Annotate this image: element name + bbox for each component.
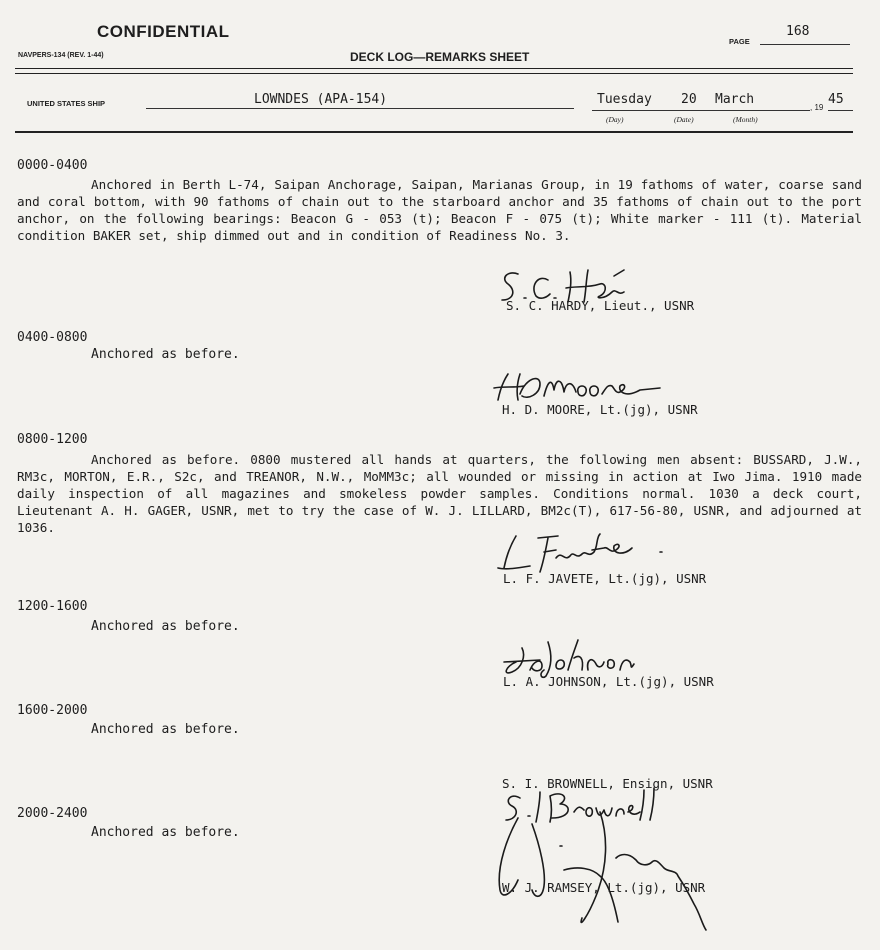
watch-period: 1200-1600 xyxy=(17,599,88,614)
watch-period: 2000-2400 xyxy=(17,806,88,821)
officer-signature-block: S. C. HARDY, Lieut., USNR xyxy=(506,298,695,313)
remarks-text: Anchored as before. xyxy=(91,347,240,362)
log-month: March xyxy=(715,92,755,107)
ship-name-line xyxy=(146,108,574,109)
header-rule-ship xyxy=(15,131,853,133)
caption-date: (Date) xyxy=(674,115,694,124)
ship-label: UNITED STATES SHIP xyxy=(27,99,106,108)
watch-period: 1600-2000 xyxy=(17,703,88,718)
watch-period: 0400-0800 xyxy=(17,330,88,345)
log-year: 45 xyxy=(828,92,844,107)
remarks-text: Anchored in Berth L-74, Saipan Anchorage, Saipan, Marianas Group, in 19 fathoms of water, coarse sand and coral bottom, with 90 fathoms of chain out to the starboard anchor and 35 fathoms of chain out to the port anchor, on the following bearings: Beacon G - 053 (t); Beacon F - 075 (t); White marker - 111 (t). Material condition BAKER set, ship dimmed out and in condition of Readiness No. 3. xyxy=(17,177,862,243)
year-line xyxy=(828,110,853,111)
classification-label: CONFIDENTIAL xyxy=(97,22,230,41)
log-day: Tuesday xyxy=(597,92,652,107)
signature-ramsey xyxy=(488,806,716,934)
watch-period: 0000-0400 xyxy=(17,158,88,173)
officer-signature-block: H. D. MOORE, Lt.(jg), USNR xyxy=(502,402,698,417)
caption-month: (Month) xyxy=(733,115,758,124)
date-line xyxy=(592,110,810,111)
signature-moore xyxy=(490,370,670,406)
remarks-text: Anchored as before. xyxy=(91,825,240,840)
page-number: 168 xyxy=(786,24,810,39)
caption-day: (Day) xyxy=(606,115,624,124)
header-rule-bottom xyxy=(15,73,853,74)
officer-signature-block: W. J. RAMSEY, Lt.(jg), USNR xyxy=(502,880,706,895)
sheet-title: DECK LOG—REMARKS SHEET xyxy=(350,50,530,64)
officer-signature-block: L. F. JAVETE, Lt.(jg), USNR xyxy=(503,571,707,586)
header-rule-top xyxy=(15,68,853,69)
officer-signature-block: L. A. JOHNSON, Lt.(jg), USNR xyxy=(503,674,714,689)
remarks-text: Anchored as before. 0800 mustered all hands at quarters, the following men absent: BUSSARD, J.W., RM3c, MORTON, E.R., S2c, and TREANOR, N.W., MoMM3c; all wounded or missing in action at Iwo Jima. 1910 made daily inspection of all magazines and smokeless powder samples. Conditions normal. 1030 a deck court, Lieutenant A. H. GAGER, USNR, met to try the case of W. J. LILLARD, BM2c(T), 617-56-80, USNR, and adjourned at 1036. xyxy=(17,452,862,535)
remarks-text: Anchored as before. xyxy=(91,619,240,634)
officer-signature-block: S. I. BROWNELL, Ensign, USNR xyxy=(502,776,713,791)
ship-name: LOWNDES (APA-154) xyxy=(254,92,388,107)
year-prefix: , 19 xyxy=(810,103,824,112)
page-number-line xyxy=(760,44,850,45)
log-date: 20 xyxy=(681,92,697,107)
remarks-text: Anchored as before. xyxy=(91,722,240,737)
form-id: NAVPERS-134 (REV. 1-44) xyxy=(18,52,104,59)
page-label: PAGE xyxy=(729,37,750,46)
watch-period: 0800-1200 xyxy=(17,432,88,447)
signature-javete xyxy=(492,528,682,576)
